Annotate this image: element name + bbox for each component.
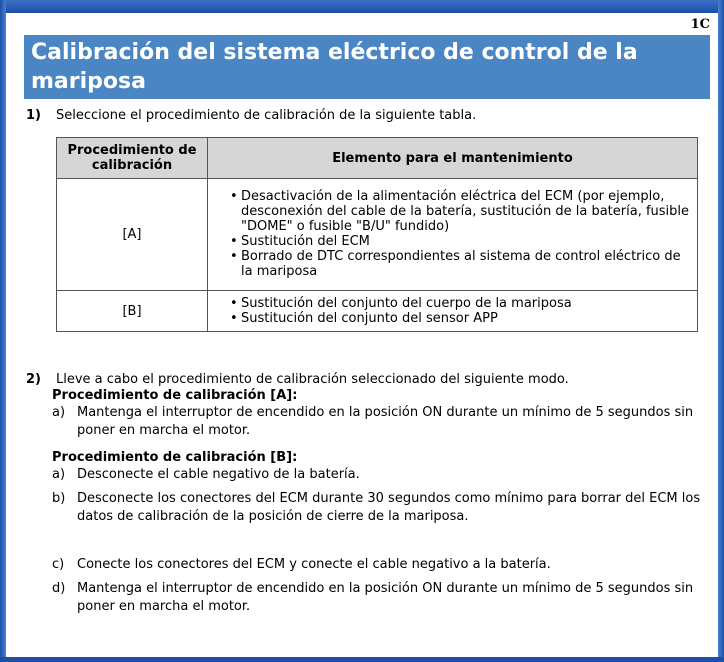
procedure-cell: [B] (57, 291, 208, 332)
list-item: • Sustitución del conjunto del cuerpo de la mariposa (230, 295, 572, 311)
maintenance-items-cell (208, 179, 698, 291)
page-title: Calibración del sistema eléctrico de control de la mariposa (24, 35, 710, 99)
step-label: b) (52, 491, 66, 506)
step-2 (26, 372, 706, 388)
procedure-b-step-c (52, 556, 712, 574)
section-code: 1C (690, 17, 710, 32)
step-text: Mantenga el interruptor de encendido en la posición ON durante un mínimo de 5 segundos sin poner en marcha el motor. (77, 405, 694, 438)
procedure-a-step-a (52, 404, 712, 440)
step-text: Mantenga el interruptor de encendido en la posición ON durante un mínimo de 5 segundos sin poner en marcha el motor. (77, 581, 694, 614)
window-frame-right (718, 0, 724, 662)
step-label: c) (52, 557, 65, 572)
procedure-a-heading: Procedimiento de calibración [A]: (52, 388, 298, 403)
list-item-text: Borrado de DTC correspondientes al sistema de control eléctrico de la mariposa (241, 249, 681, 279)
step-label: d) (52, 581, 66, 596)
step-1-number: 1) (26, 108, 41, 123)
table-header-row (57, 138, 698, 179)
document-page (6, 13, 718, 657)
step-label: a) (52, 467, 66, 482)
maintenance-items-cell (208, 291, 698, 332)
list-item-text: Sustitución del ECM (241, 234, 370, 249)
list-item: • Desactivación de la alimentación eléctrica del ECM (por ejemplo, desconexión del cable de la batería, sustitución de la batería, fusible "DOME" o fusible "B/U" fundido) (230, 189, 690, 234)
step-1-text: Seleccione el procedimiento de calibración de la siguiente tabla. (56, 108, 477, 123)
column-header-procedure: Procedimiento de calibración (57, 138, 208, 179)
window-frame-bottom (0, 657, 724, 662)
procedure-b-step-d (52, 580, 712, 616)
window-frame-top (0, 0, 724, 13)
procedure-b-step-a (52, 466, 712, 484)
step-text: Desconecte el cable negativo de la batería. (77, 467, 360, 482)
step-1 (26, 108, 476, 124)
list-item: • Borrado de DTC correspondientes al sistema de control eléctrico de la mariposa (230, 249, 681, 279)
table-row (57, 291, 698, 332)
procedure-cell: [A] (57, 179, 208, 291)
step-label: a) (52, 405, 66, 420)
list-item-text: Sustitución del conjunto del sensor APP (241, 310, 498, 326)
list-item-text: Sustitución del conjunto del cuerpo de la mariposa (241, 295, 572, 311)
step-text: Conecte los conectores del ECM y conecte el cable negativo a la batería. (77, 557, 551, 572)
step-2-text: Lleve a cabo el procedimiento de calibración seleccionado del siguiente modo. (56, 372, 569, 387)
list-item: • Sustitución del conjunto del sensor APP (230, 310, 498, 326)
step-text: Desconecte los conectores del ECM durante 30 segundos como mínimo para borrar del ECM los datos de calibración de la posición de cierre de la mariposa. (77, 491, 701, 524)
list-item: • Sustitución del ECM (230, 234, 370, 249)
calibration-table (56, 137, 698, 332)
column-header-maintenance-item: Elemento para el mantenimiento (208, 138, 698, 179)
procedure-b-step-b (52, 490, 712, 526)
step-2-number: 2) (26, 372, 41, 387)
list-item-text: Desactivación de la alimentación eléctrica del ECM (por ejemplo, desconexión del cable de la batería, sustitución de la batería, fusible "DOME" o fusible "B/U" fundido) (241, 189, 690, 234)
table-row (57, 179, 698, 291)
procedure-b-heading: Procedimiento de calibración [B]: (52, 450, 298, 465)
